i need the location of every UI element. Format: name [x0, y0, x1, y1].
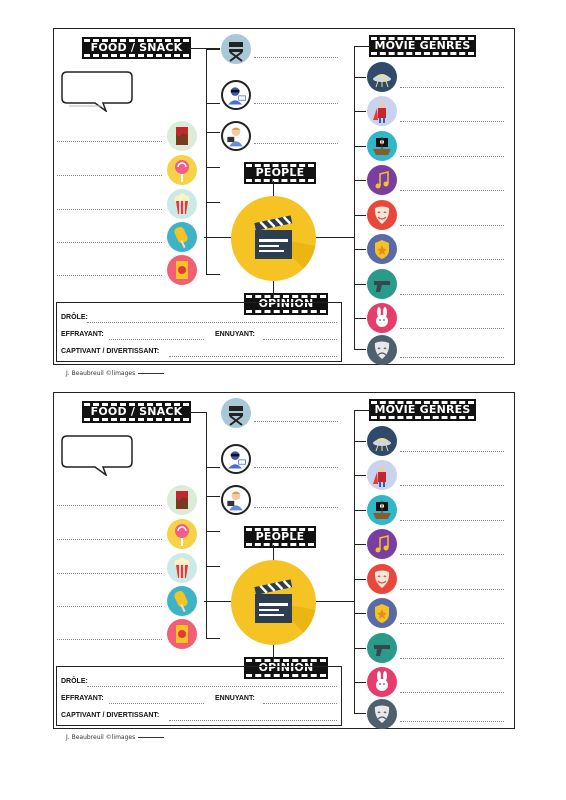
bunny-icon [367, 667, 397, 697]
clapperboard-icon [231, 196, 316, 281]
music-notes-icon [367, 529, 397, 559]
connector-line [207, 49, 208, 50]
director-chair-icon [221, 398, 251, 428]
connector-line [354, 215, 366, 216]
connector-line [273, 545, 274, 561]
connector-line [354, 146, 366, 147]
answer-line[interactable] [57, 242, 162, 243]
answer-line[interactable] [57, 175, 162, 176]
comedy-mask-icon [367, 200, 397, 230]
drama-mask-icon [367, 335, 397, 365]
connector-line [354, 613, 366, 614]
chocolate-bar-icon [167, 485, 197, 515]
gun-icon [367, 633, 397, 663]
answer-line[interactable] [254, 57, 338, 58]
connector-line [354, 249, 366, 250]
credit-text: J. Beaubreuil ©limages [66, 734, 164, 741]
drole-answer-line[interactable] [87, 686, 337, 687]
answer-line[interactable] [57, 141, 162, 142]
answer-line[interactable] [400, 190, 504, 191]
answer-line[interactable] [400, 692, 504, 693]
opinion-header: OPINION [246, 659, 326, 677]
answer-line[interactable] [400, 259, 504, 260]
answer-line[interactable] [400, 485, 504, 486]
food-snack-header: FOOD / SNACK [84, 39, 189, 57]
ennuyant-label: ENNUYANT: [215, 331, 255, 338]
answer-line[interactable] [254, 421, 338, 422]
people-header: PEOPLE [246, 528, 314, 546]
effrayant-label: EFFRAYANT: [61, 331, 104, 338]
comedy-mask-icon [367, 564, 397, 594]
opinion-box [56, 666, 342, 726]
fan-kid-icon [221, 444, 251, 474]
speech-bubble-icon [59, 70, 133, 112]
director-chair-icon [221, 34, 251, 64]
credit-text: J. Beaubreuil ©limages [66, 370, 164, 377]
answer-line[interactable] [400, 623, 504, 624]
answer-line[interactable] [254, 143, 338, 144]
popcorn-icon [167, 553, 197, 583]
connector-line [354, 410, 371, 411]
fan-kid-icon [221, 80, 251, 110]
connector-line [206, 467, 220, 468]
bunny-icon [367, 303, 397, 333]
lollipop-icon [167, 519, 197, 549]
answer-line[interactable] [57, 209, 162, 210]
answer-line[interactable] [57, 606, 162, 607]
opinion-header: OPINION [246, 295, 326, 313]
food-snack-header: FOOD / SNACK [84, 403, 189, 421]
connector-line [354, 682, 366, 683]
captivant-label: CAPTIVANT / DIVERTISSANT: [61, 712, 160, 719]
pirate-ship-icon [367, 495, 397, 525]
connector-line [206, 412, 207, 639]
connector-line [273, 645, 274, 659]
connector-line [354, 46, 371, 47]
movie-worksheet-card-2 [53, 392, 515, 741]
drole-answer-line[interactable] [87, 322, 337, 323]
connector-line [354, 111, 366, 112]
effrayant-answer-line[interactable] [109, 703, 204, 704]
answer-line[interactable] [57, 573, 162, 574]
opinion-box [56, 302, 342, 362]
ufo-icon [367, 62, 397, 92]
connector-line [273, 181, 274, 197]
answer-line[interactable] [400, 658, 504, 659]
connector-line [316, 237, 354, 238]
connector-line [354, 180, 366, 181]
superhero-icon [367, 460, 397, 490]
answer-line[interactable] [400, 121, 504, 122]
connector-line [206, 202, 220, 203]
ennuyant-answer-line[interactable] [263, 703, 337, 704]
answer-line[interactable] [400, 328, 504, 329]
answer-line[interactable] [254, 467, 338, 468]
lollipop-icon [167, 155, 197, 185]
answer-line[interactable] [400, 357, 504, 358]
connector-line [206, 531, 220, 532]
ufo-icon [367, 426, 397, 456]
captivant-answer-line[interactable] [169, 356, 337, 357]
connector-line [206, 566, 220, 567]
effrayant-answer-line[interactable] [109, 339, 204, 340]
connector-line [206, 103, 220, 104]
ennuyant-label: ENNUYANT: [215, 695, 255, 702]
connector-line [206, 237, 220, 238]
answer-line[interactable] [57, 639, 162, 640]
police-badge-icon [367, 598, 397, 628]
chocolate-bar-icon [167, 121, 197, 151]
movie-genres-header: MOVIE GENRES [371, 37, 474, 55]
answer-line[interactable] [400, 520, 504, 521]
connector-line [354, 475, 366, 476]
drama-mask-icon [367, 699, 397, 729]
connector-line [354, 579, 366, 580]
clapperboard-icon [231, 560, 316, 645]
connector-line [204, 601, 232, 602]
connector-line [206, 496, 220, 497]
gun-icon [367, 269, 397, 299]
ennuyant-answer-line[interactable] [263, 339, 337, 340]
connector-line [354, 713, 366, 714]
superhero-icon [367, 96, 397, 126]
chips-bag-icon [167, 255, 197, 285]
police-badge-icon [367, 234, 397, 264]
connector-line [206, 638, 220, 639]
connector-line [354, 410, 355, 713]
drole-label: DRÔLE: [61, 314, 88, 321]
effrayant-label: EFFRAYANT: [61, 695, 104, 702]
answer-line[interactable] [400, 554, 504, 555]
answer-line[interactable] [400, 225, 504, 226]
connector-line [316, 601, 354, 602]
speech-bubble-icon [59, 434, 133, 476]
pirate-ship-icon [367, 131, 397, 161]
people-header: PEOPLE [246, 164, 314, 182]
answer-line[interactable] [400, 721, 504, 722]
filmmaker-icon [221, 485, 251, 515]
captivant-answer-line[interactable] [169, 720, 337, 721]
connector-line [354, 318, 366, 319]
connector-line [354, 284, 366, 285]
connector-line [354, 441, 366, 442]
connector-line [206, 274, 220, 275]
connector-line [206, 167, 220, 168]
connector-line [206, 132, 220, 133]
connector-line [273, 281, 274, 295]
ice-pop-icon [167, 222, 197, 252]
answer-line[interactable] [400, 294, 504, 295]
answer-line[interactable] [254, 507, 338, 508]
connector-line [354, 544, 366, 545]
answer-line[interactable] [400, 156, 504, 157]
answer-line[interactable] [400, 589, 504, 590]
connector-line [206, 48, 207, 275]
answer-line[interactable] [57, 505, 162, 506]
ice-pop-icon [167, 586, 197, 616]
movie-genres-header: MOVIE GENRES [371, 401, 474, 419]
music-notes-icon [367, 165, 397, 195]
chips-bag-icon [167, 619, 197, 649]
connector-line [189, 48, 206, 49]
filmmaker-icon [221, 121, 251, 151]
connector-line [354, 349, 366, 350]
drole-label: DRÔLE: [61, 678, 88, 685]
answer-line[interactable] [57, 275, 162, 276]
answer-line[interactable] [254, 103, 338, 104]
answer-line[interactable] [400, 87, 504, 88]
connector-line [354, 510, 366, 511]
connector-line [354, 648, 366, 649]
connector-line [189, 412, 206, 413]
connector-line [354, 46, 355, 349]
connector-line [209, 49, 210, 50]
captivant-label: CAPTIVANT / DIVERTISSANT: [61, 348, 160, 355]
answer-line[interactable] [57, 539, 162, 540]
movie-worksheet-card-1 [53, 28, 515, 377]
answer-line[interactable] [400, 451, 504, 452]
connector-line [354, 77, 366, 78]
popcorn-icon [167, 189, 197, 219]
